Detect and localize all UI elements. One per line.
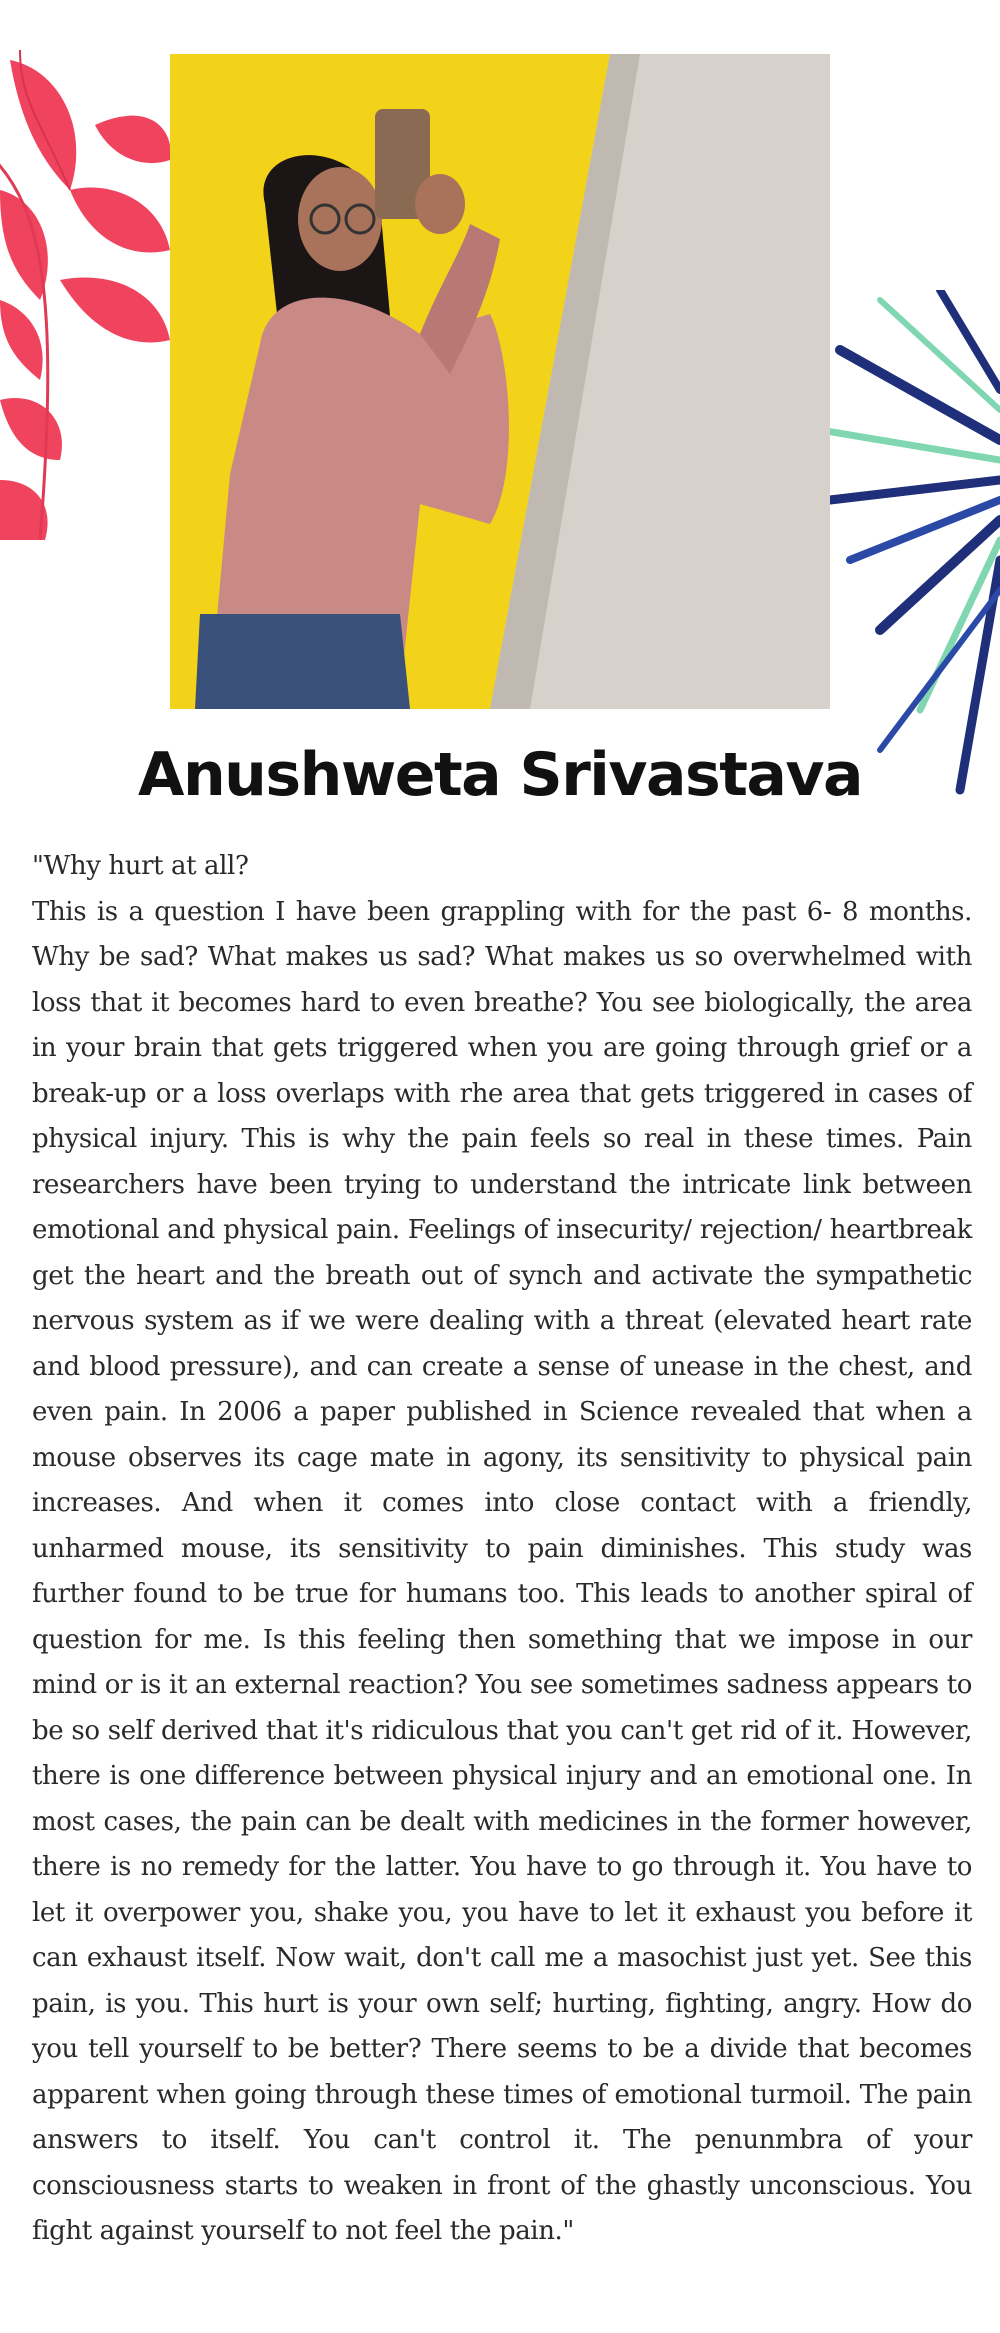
- article-text: This is a question I have been grappling with for the past 6- 8 months. Why be sad? What makes us sad? What makes us so overwhelmed with loss that it becomes hard to even breathe? You see biologically, the area in your brain that gets triggered when you are going through grief or a break-up or a loss overlaps with rhe area that gets triggered in cases of physical injury. This is why the pain feels so real in these times. Pain researchers have been trying to understand the intricate link between emotional and physical pain. Feelings of insecurity/ rejection/ heartbreak get the heart and the breath out of synch and activate the sympathetic nervous system as if we were dealing with a threat (elevated heart rate and blood pressure), and can create a sense of unease in the chest, and even pain. In 2006 a paper published in Science revealed that when a mouse observes its cage mate in agony, its sensitivity to physical pain increases. And when it comes into close contact with a friendly, unharmed mouse, its sensitivity to pain diminishes. This study was further found to be true for humans too. This leads to another spiral of question for me. Is this feeling then something that we impose in our mind or is it an external reaction? You see sometimes sadness appears to be so self derived that it's ridiculous that you can't get rid of it. However, there is one difference between physical injury and an emotional one. In most cases, the pain can be dealt with medicines in the former however, there is no remedy for the latter. You have to go through it. You have to let it overpower you, shake you, you have to let it exhaust you before it can exhaust itself. Now wait, don't call me a masochist just yet. See this pain, is you. This hurt is your own self; hurting, fighting, angry. How do you tell yourself to be better? There seems to be a divide that becomes apparent when going through these times of emotional turmoil. The pain answers to itself. You can't control it. The penunmbra of your consciousness starts to weaken in front of the ghastly unconscious. You fight against yourself to not feel the pain.": [32, 896, 972, 2246]
- author-photo: [170, 54, 830, 709]
- palm-fronds-icon: [820, 290, 1000, 810]
- article-opening: "Why hurt at all?: [32, 851, 249, 881]
- author-name: Anushweta Srivastava: [138, 740, 862, 810]
- pink-leaves-icon: [0, 40, 180, 540]
- article-body: [32, 844, 972, 2255]
